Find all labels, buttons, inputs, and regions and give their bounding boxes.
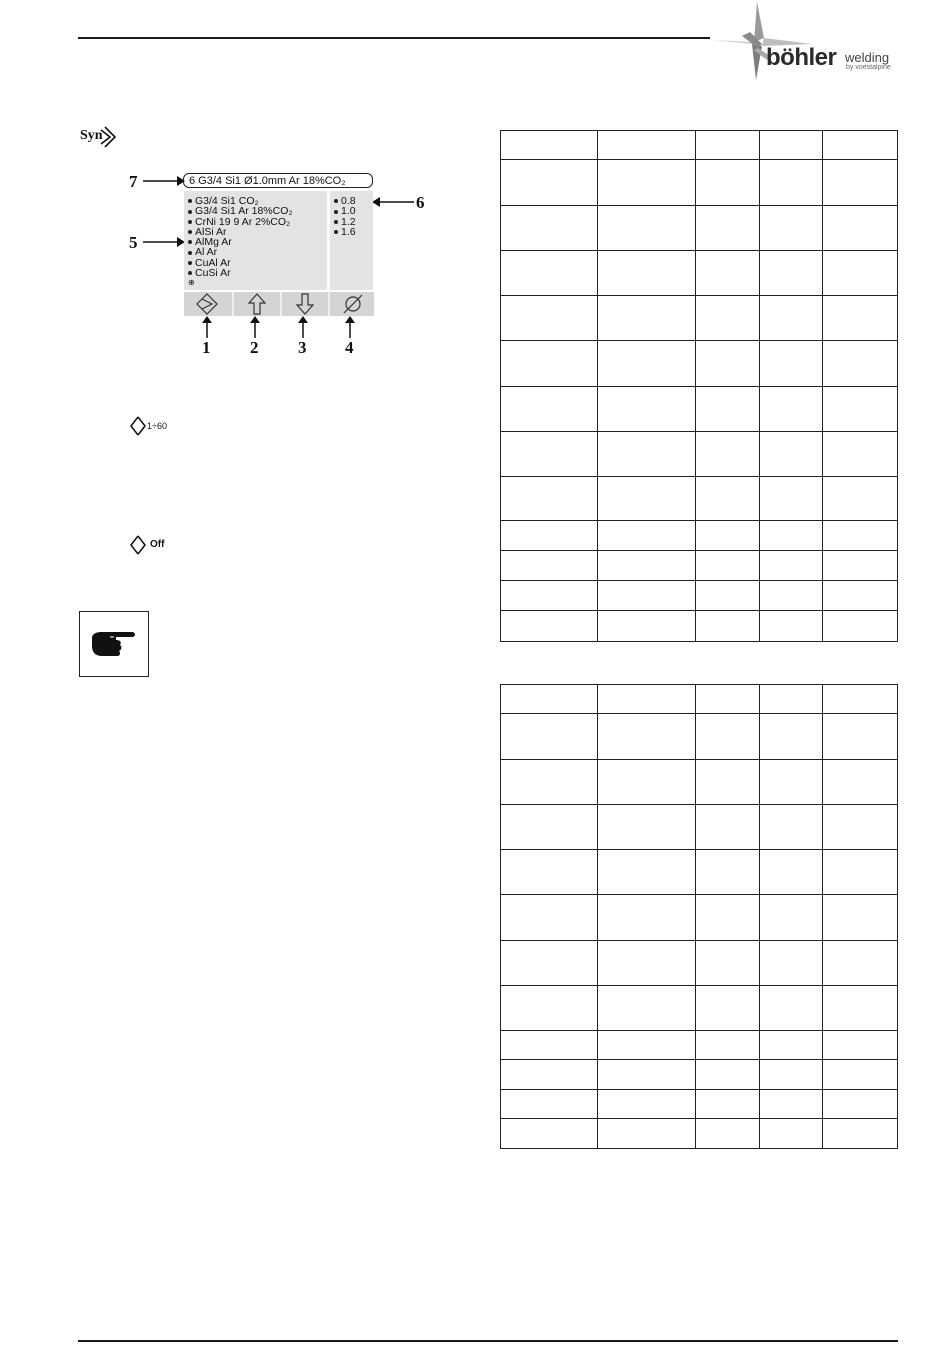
table-row bbox=[501, 714, 898, 760]
table-row bbox=[501, 160, 898, 206]
material-list bbox=[184, 191, 327, 290]
softkey-bar bbox=[184, 292, 374, 316]
table-row bbox=[501, 1060, 898, 1090]
list-item[interactable]: Al Ar bbox=[184, 247, 327, 257]
program-select-icon bbox=[184, 292, 231, 316]
diameter-list bbox=[330, 191, 373, 290]
list-item[interactable]: G3/4 Si1 Ar 18%CO₂ bbox=[184, 206, 327, 216]
table-row bbox=[501, 477, 898, 521]
brand-tagline: by voestalpine bbox=[846, 64, 891, 71]
arrow-up-icon bbox=[234, 292, 281, 316]
arrow-up-icon bbox=[200, 316, 214, 338]
table-row bbox=[501, 296, 898, 341]
arrow-up-icon bbox=[343, 316, 357, 338]
arrow-right-icon bbox=[143, 174, 185, 188]
table-row bbox=[501, 805, 898, 850]
brand-product: welding bbox=[845, 50, 890, 65]
diameter-icon bbox=[330, 292, 377, 316]
table-row bbox=[501, 131, 898, 160]
list-item[interactable]: 1.0 bbox=[330, 206, 373, 216]
syn-label: Syn bbox=[80, 128, 103, 143]
callout-7: 7 bbox=[129, 172, 138, 191]
setting-range-label: 1÷60 bbox=[147, 421, 167, 431]
softkey-4[interactable] bbox=[328, 292, 377, 316]
list-item[interactable]: AlMg Ar bbox=[184, 237, 327, 247]
table-row bbox=[501, 611, 898, 642]
diamond-icon bbox=[130, 535, 146, 555]
syn-diamond-icon bbox=[99, 126, 117, 148]
pointing-hand-icon bbox=[80, 612, 148, 676]
list-item[interactable]: CuSi Ar bbox=[184, 268, 327, 278]
softkey-2[interactable] bbox=[232, 292, 281, 316]
arrow-up-icon bbox=[248, 316, 262, 338]
footer-rule bbox=[78, 1340, 898, 1342]
table-row bbox=[501, 1031, 898, 1060]
table-row bbox=[501, 387, 898, 432]
table-row bbox=[501, 251, 898, 296]
table-row bbox=[501, 895, 898, 941]
header-rule bbox=[78, 37, 710, 39]
callout-3: 3 bbox=[298, 338, 307, 357]
callout-6: 6 bbox=[416, 193, 425, 212]
table-row bbox=[501, 760, 898, 805]
callout-4: 4 bbox=[345, 338, 354, 357]
arrow-down-icon bbox=[282, 292, 329, 316]
setting-off-label: Off bbox=[150, 539, 165, 550]
table-row bbox=[501, 521, 898, 551]
arrow-up-icon bbox=[296, 316, 310, 338]
table-row bbox=[501, 206, 898, 251]
table-row bbox=[501, 581, 898, 611]
list-item[interactable]: G3/4 Si1 CO₂ bbox=[184, 196, 327, 206]
table-row bbox=[501, 850, 898, 895]
list-item[interactable]: AlSi Ar bbox=[184, 227, 327, 237]
softkey-3[interactable] bbox=[280, 292, 329, 316]
table-row bbox=[501, 1119, 898, 1149]
table-row bbox=[501, 551, 898, 581]
display-title-bar: 6 G3/4 Si1 Ø1.0mm Ar 18%CO₂ bbox=[183, 173, 373, 188]
data-table-2 bbox=[500, 684, 898, 1149]
callout-5: 5 bbox=[129, 233, 138, 252]
list-item[interactable]: 1.6 bbox=[330, 227, 373, 237]
diamond-icon bbox=[130, 416, 146, 436]
table-row bbox=[501, 685, 898, 714]
table-row bbox=[501, 432, 898, 477]
list-item[interactable]: 0.8 bbox=[330, 196, 373, 206]
note-box bbox=[79, 611, 149, 677]
list-item[interactable]: 1.2 bbox=[330, 217, 373, 227]
data-table-1 bbox=[500, 130, 898, 642]
brand-name: böhler bbox=[766, 44, 837, 71]
table-row bbox=[501, 986, 898, 1031]
more-indicator: ⊕ bbox=[188, 278, 195, 288]
arrow-left-icon bbox=[372, 195, 414, 209]
softkey-1[interactable] bbox=[184, 292, 231, 316]
callout-2: 2 bbox=[250, 338, 259, 357]
arrow-right-icon bbox=[143, 235, 185, 249]
list-item[interactable]: CrNi 19 9 Ar 2%CO₂ bbox=[184, 217, 327, 227]
list-item[interactable]: CuAl Ar bbox=[184, 258, 327, 268]
table-row bbox=[501, 941, 898, 986]
table-row bbox=[501, 1090, 898, 1119]
table-row bbox=[501, 341, 898, 387]
callout-1: 1 bbox=[202, 338, 211, 357]
